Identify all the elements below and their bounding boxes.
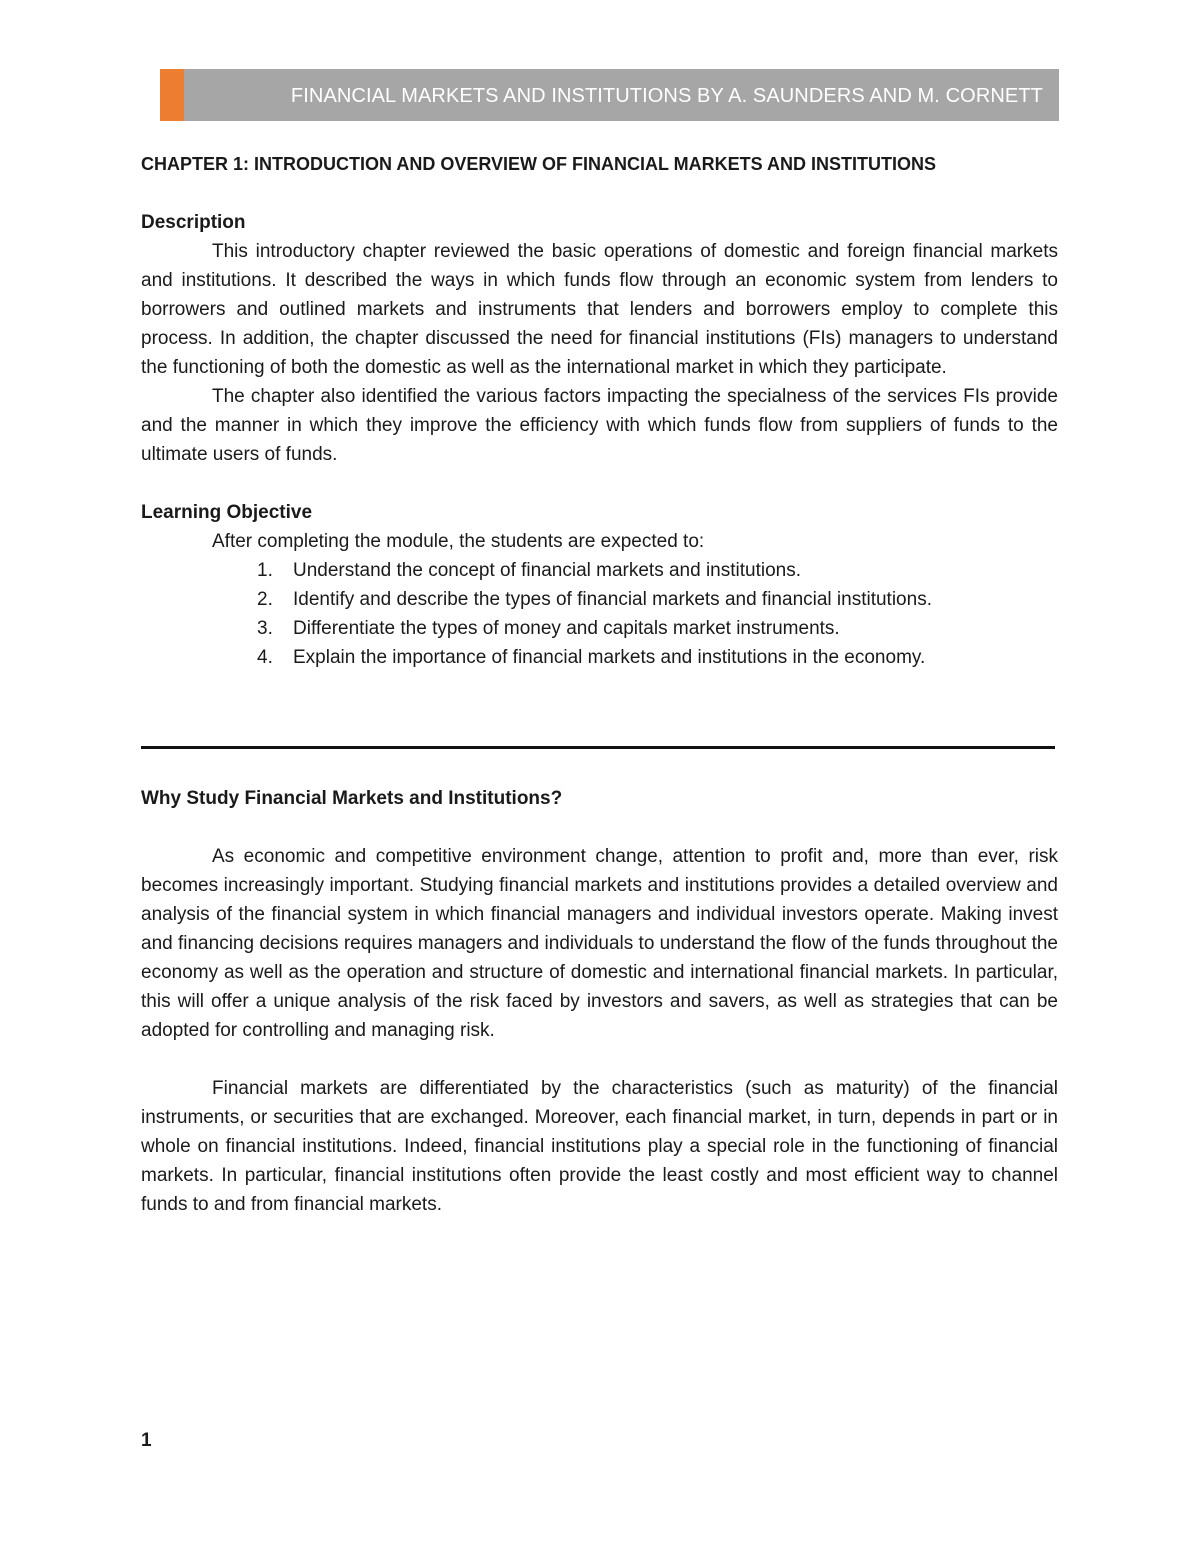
running-header — [160, 69, 1059, 121]
list-item-number: 3. — [257, 618, 273, 639]
why-study-paragraph: Financial markets are differentiated by the characteristics (such as maturity) of the financial instruments, or securities that are exchanged. Moreover, each financial market, in turn, depends in part or in whole on financial institutions. Indeed, financial institutions play a special role in the functioning of financial markets. In particular, financial institutions often provide the least costly and most efficient way to channel funds to and from financial markets. — [141, 1078, 1058, 1215]
upper-content — [141, 150, 1058, 672]
list-item — [141, 643, 1058, 672]
description-paragraph: The chapter also identified the various factors impacting the specialness of the services FIs provide and the manner in which they improve the efficiency with which funds flow from suppliers of funds to the ultimate users of funds. — [141, 386, 1058, 465]
page-number: 1 — [141, 1430, 152, 1451]
list-item-text: Understand the concept of financial markets and institutions. — [293, 560, 802, 581]
spacer — [141, 813, 1058, 842]
objectives-list — [141, 556, 1058, 672]
list-item-text: Identify and describe the types of financial markets and financial institutions. — [293, 589, 932, 610]
list-item-text: Differentiate the types of money and capitals market instruments. — [293, 618, 840, 639]
list-item-number: 2. — [257, 589, 273, 610]
description-paragraph: This introductory chapter reviewed the basic operations of domestic and foreign financial markets and institutions. It described the ways in which funds flow through an economic system from lenders to borrowers and outlined markets and instruments that lenders and borrowers employ to complete this process. In addition, the chapter discussed the need for financial institutions (FIs) managers to understand the functioning of both the domestic as well as the international market in which they participate. — [141, 241, 1058, 378]
header-title: FINANCIAL MARKETS AND INSTITUTIONS BY A. SAUNDERS AND M. CORNETT — [290, 85, 1043, 107]
list-item — [141, 585, 1058, 614]
chapter-title: CHAPTER 1: INTRODUCTION AND OVERVIEW OF FINANCIAL MARKETS AND INSTITUTIONS — [141, 154, 937, 174]
section-divider — [141, 746, 1055, 749]
learning-objective-heading: Learning Objective — [141, 502, 313, 523]
spacer — [141, 469, 1058, 498]
list-item — [141, 556, 1058, 585]
why-study-paragraph: As economic and competitive environment change, attention to profit and, more than ever, risk becomes increasingly important. Studying financial markets and institutions provides a detailed overview and analysis of the financial system in which financial managers and individual investors operate. Making invest and financing decisions requires managers and individuals to understand the flow of the funds throughout the economy as well as the operation and structure of domestic and international financial markets. In particular, this will offer a unique analysis of the risk faced by investors and savers, as well as strategies that can be adopted for controlling and managing risk. — [141, 846, 1058, 1041]
lower-content — [141, 784, 1058, 1219]
spacer — [141, 179, 1058, 208]
why-study-heading: Why Study Financial Markets and Institutions? — [141, 788, 563, 809]
list-item — [141, 614, 1058, 643]
description-heading: Description — [141, 212, 246, 233]
spacer — [141, 1045, 1058, 1074]
list-item-number: 1. — [257, 560, 273, 581]
header-accent-bar — [160, 69, 184, 121]
objectives-intro: After completing the module, the students are expected to: — [212, 531, 705, 552]
list-item-text: Explain the importance of financial markets and institutions in the economy. — [293, 647, 926, 668]
list-item-number: 4. — [257, 647, 273, 668]
